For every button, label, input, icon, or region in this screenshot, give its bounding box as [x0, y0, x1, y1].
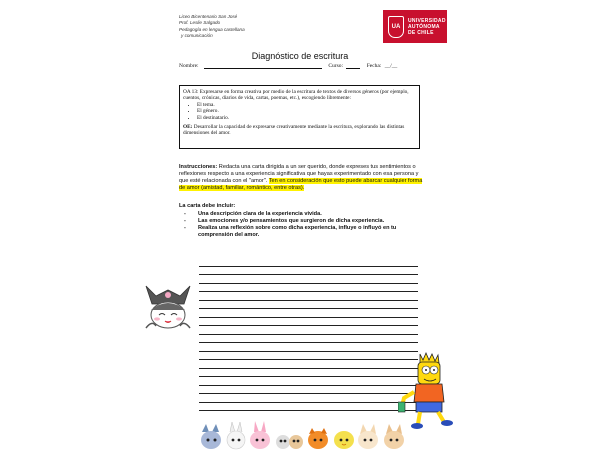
curso-label: Curso:	[328, 63, 343, 69]
nombre-field[interactable]	[204, 63, 322, 69]
nombre-label: Nombre:	[179, 63, 199, 69]
writing-line[interactable]	[199, 275, 418, 284]
objectives-box	[179, 85, 420, 149]
curso-field[interactable]	[346, 63, 360, 69]
fecha-label: Fecha:	[366, 63, 382, 69]
school-line: Prof. Leslie Salgado	[179, 20, 221, 26]
instructions-highlight: Ten en consideración que esto puede abarcar cualquier forma de amor (amistad, familiar, romántico, entre otras).	[179, 178, 423, 191]
instructions-text: Redacta una carta dirigida a un ser querido, donde expreses tus sentimientos o reflexiones respecto a una experiencia significativa que hayas experimentado con esa persona y que esté relacionada con el "amor".	[179, 164, 419, 184]
list-item: • El destinatario.	[197, 115, 416, 121]
page-title: Diagnóstico de escritura	[251, 51, 349, 61]
oa-text: Expresarse en forma creativa por medio de la escritura de textos de diversos géneros (por ejemplo, cuentos, crónicas, diarios de vida, cartas, poemas, etc.), escogiendo libremente:	[183, 89, 409, 102]
writing-line[interactable]	[199, 326, 418, 335]
school-line: y comunicación	[181, 33, 213, 39]
school-info	[179, 14, 245, 40]
writing-line[interactable]	[199, 360, 418, 369]
requirements-title: La carta debe incluir:	[179, 203, 236, 209]
writing-line[interactable]	[199, 394, 418, 403]
writing-line[interactable]	[199, 403, 418, 412]
list-item: - Las emociones y/o pensamientos que surgieron de dicha experiencia.	[184, 218, 424, 225]
requirements-list	[184, 211, 424, 239]
writing-line[interactable]	[199, 369, 418, 378]
plush-stickers-icon	[198, 420, 408, 450]
school-line: Liceo Bicentenario San José	[179, 14, 238, 19]
writing-line[interactable]	[199, 258, 418, 267]
list-item: - Realiza una reflexión sobre como dicha experiencia, influye o influyó en tu comprensión del amor.	[184, 225, 424, 239]
writing-line[interactable]	[199, 267, 418, 276]
oe-text: Desarrollar la capacidad de expresarse creativamente mediante la escritura, explorando las distintas dimensiones del amor.	[183, 124, 405, 137]
oa-label: OA 13:	[183, 89, 199, 95]
writing-line[interactable]	[199, 309, 418, 318]
list-item: • El tema.	[197, 102, 416, 108]
instructions-label: Instrucciones:	[179, 164, 218, 170]
writing-line[interactable]	[199, 318, 418, 327]
student-fields	[179, 63, 397, 69]
writing-line[interactable]	[199, 335, 418, 344]
writing-line[interactable]	[199, 343, 418, 352]
writing-line[interactable]	[199, 292, 418, 301]
writing-lines[interactable]	[199, 258, 418, 411]
oa-list	[183, 102, 416, 121]
fecha-field[interactable]: __/__	[384, 63, 398, 69]
list-item: - Una descripción clara de la experiencia vivida.	[184, 211, 424, 218]
writing-line[interactable]	[199, 301, 418, 310]
university-name: UNIVERSIDAD AUTÓNOMA DE CHILE	[408, 17, 446, 36]
university-logo	[383, 10, 447, 43]
list-item: • El género.	[197, 108, 416, 114]
writing-line[interactable]	[199, 284, 418, 293]
kuromi-sticker-icon	[140, 282, 196, 334]
university-shield-icon: UA	[388, 16, 404, 38]
writing-line[interactable]	[199, 377, 418, 386]
writing-line[interactable]	[199, 352, 418, 361]
oe-paragraph	[183, 124, 416, 137]
school-line: Pedagogía en lengua castellana	[179, 26, 245, 32]
oe-label: OE:	[183, 124, 193, 131]
writing-line[interactable]	[199, 386, 418, 395]
instructions	[179, 164, 424, 192]
oa-paragraph	[183, 89, 416, 102]
